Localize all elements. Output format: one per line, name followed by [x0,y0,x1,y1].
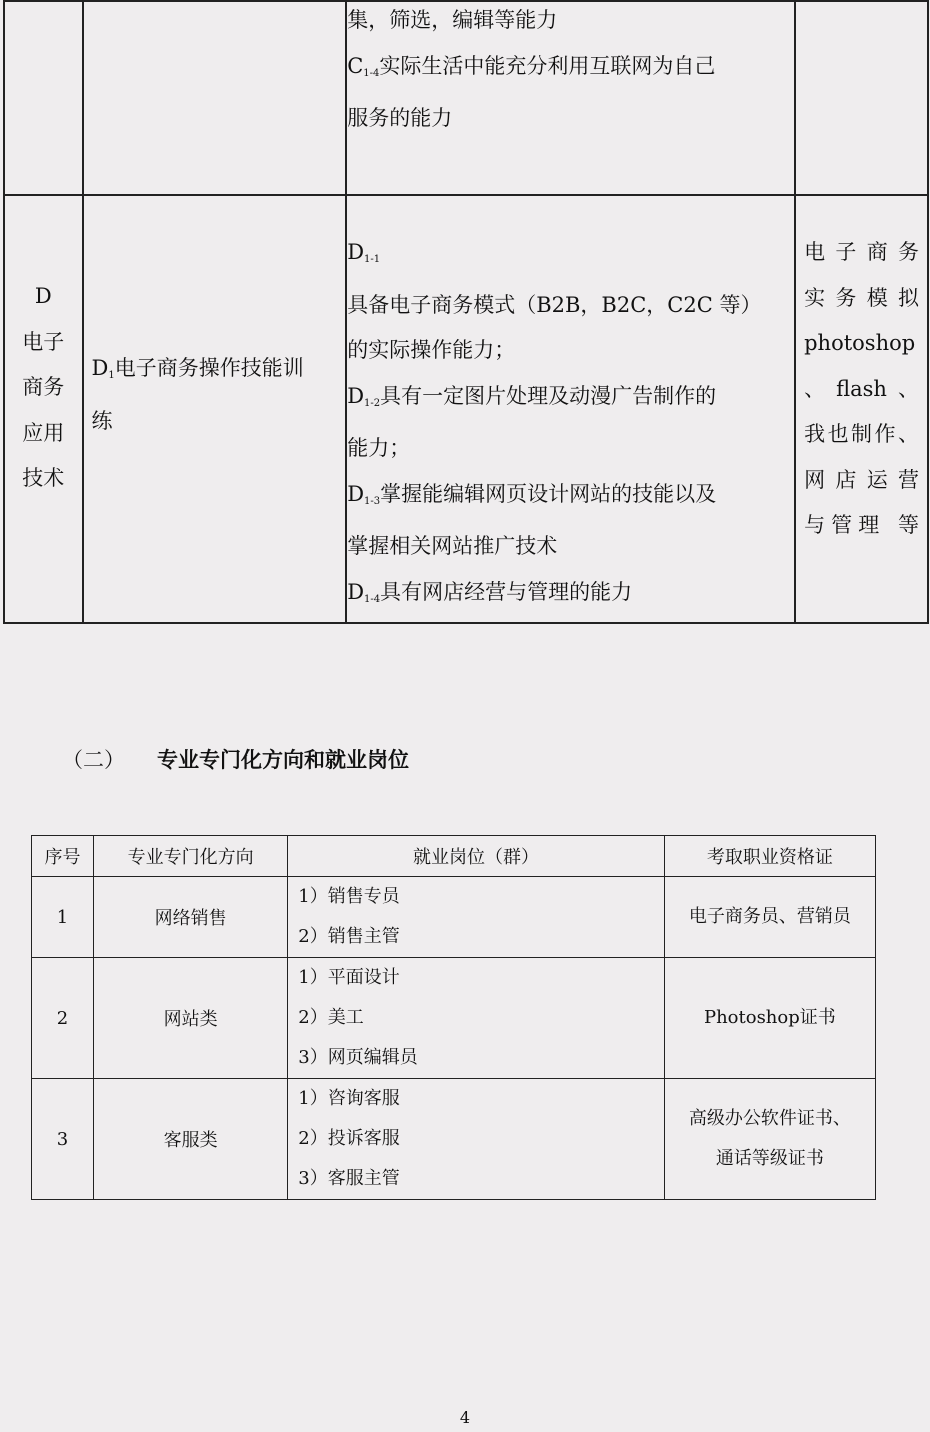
ability-line-prefix: D [347,240,365,264]
category-cell-empty [4,1,83,195]
row-jobs [288,958,664,1079]
ability-cell-d [346,195,795,623]
category-line: D [34,284,52,308]
ability-table [3,0,929,624]
ability-line-prefix: D [347,481,365,506]
ability-line [347,524,794,570]
job-item: 2）投诉客服 [298,1128,400,1149]
row-no: 3 [32,1079,94,1200]
course-line: 、flash、 [804,376,919,401]
ability-line-sub: 1-1 [364,254,381,265]
ability-line-prefix: D [347,383,365,408]
page-number: 4 [459,1408,471,1427]
course-line: 我也制作、 [804,422,919,446]
jobs-table [31,835,876,1200]
ability-line-prefix: C [347,53,364,78]
row-direction: 客服类 [94,1079,288,1200]
module-prefix: D [91,356,109,380]
header-certs: 考取职业资格证 [664,836,875,877]
course-line: 与管理 等 [804,513,919,537]
row-direction: 网站类 [94,958,288,1079]
row-certs [664,958,875,1079]
ability-line [347,472,794,525]
section-title: 专业专门化方向和就业岗位 [157,748,409,772]
table-row [32,958,876,1079]
ability-line-text: 能力； [347,436,411,460]
course-line: 网店运营 [804,467,919,492]
module-sub: 1 [108,370,115,381]
ability-line-text: 集，筛选，编辑等能力 [347,8,558,32]
course-line: photoshop [804,331,916,355]
ability-line-text: 具有网店经营与管理的能力 [380,579,633,604]
job-item: 2）销售主管 [298,926,400,947]
row-no: 1 [32,877,94,958]
module-cell-empty [83,1,347,195]
ability-line-sub: 1-4 [363,67,380,79]
cert-item: 通话等级证书 [715,1148,824,1169]
ability-line-sub: 1-2 [364,397,381,409]
job-item: 3）客服主管 [298,1168,400,1189]
course-line: 实务模拟 [804,285,919,310]
table-row [32,1079,876,1200]
section-number: （二） [62,748,125,772]
job-item: 1）销售专员 [298,886,400,907]
ability-line [347,426,794,472]
category-line: 电子 [22,329,65,354]
ability-list-d [347,230,794,622]
category-line: 应用 [22,420,65,445]
ability-line-prefix: D [347,579,365,604]
ability-line [347,96,794,142]
ability-line [347,44,794,97]
ability-line [347,328,794,374]
job-item: 2）美工 [298,1007,364,1028]
row-direction: 网络销售 [94,877,288,958]
ability-line-text: 掌握能编辑网页设计网站的技能以及 [380,481,717,506]
module-cell-d [83,195,347,623]
section-heading [62,744,409,774]
ability-line-text: 具有一定图片处理及动漫广告制作的 [380,383,717,408]
category-line: 技术 [22,466,65,490]
table-row-c [4,1,928,195]
row-no: 2 [32,958,94,1079]
ability-line-sub: 1-3 [364,495,381,507]
ability-line-text: 实际生活中能充分利用互联网为自己 [379,53,716,78]
module-text-line1: 电子商务操作技能训 [114,356,304,380]
row-jobs [288,877,664,958]
module-text-line2: 练 [91,408,113,433]
job-item: 3）网页编辑员 [298,1047,418,1068]
ability-line [347,570,794,623]
table-row [32,877,876,958]
cert-item: 高级办公软件证书、 [688,1108,851,1129]
cert-item: Photoshop证书 [703,1007,836,1028]
header-jobs: 就业岗位（群） [288,836,664,877]
cert-item: 电子商务员、营销员 [688,906,851,927]
category-label [5,274,82,502]
category-cell-d [4,195,83,623]
table-row-d [4,195,928,623]
ability-line [347,374,794,427]
course-cell-empty [795,1,928,195]
ability-cell-c [346,1,795,195]
course-line: 电子商务 [804,240,919,264]
course-cell-d [795,195,928,623]
ability-line-sub: 1-4 [364,593,381,605]
ability-line-text: 的实际操作能力； [347,338,516,362]
category-line: 商务 [22,375,65,399]
ability-line-text: 服务的能力 [347,106,453,130]
ability-line [347,0,794,44]
ability-line-text: 掌握相关网站推广技术 [347,534,558,558]
ability-list-c [347,0,794,142]
ability-line [347,230,794,328]
job-item: 1）平面设计 [298,967,400,988]
row-certs [664,1079,875,1200]
row-jobs [288,1079,664,1200]
header-direction: 专业专门化方向 [94,836,288,877]
course-list [796,230,927,549]
jobs-table-header [32,836,876,877]
module-name [92,346,338,399]
job-item: 1）咨询客服 [298,1088,400,1109]
header-no: 序号 [32,836,94,877]
ability-line-text: 具备电子商务模式（B2B，B2C，C2C 等） [347,292,762,317]
row-certs [664,877,875,958]
